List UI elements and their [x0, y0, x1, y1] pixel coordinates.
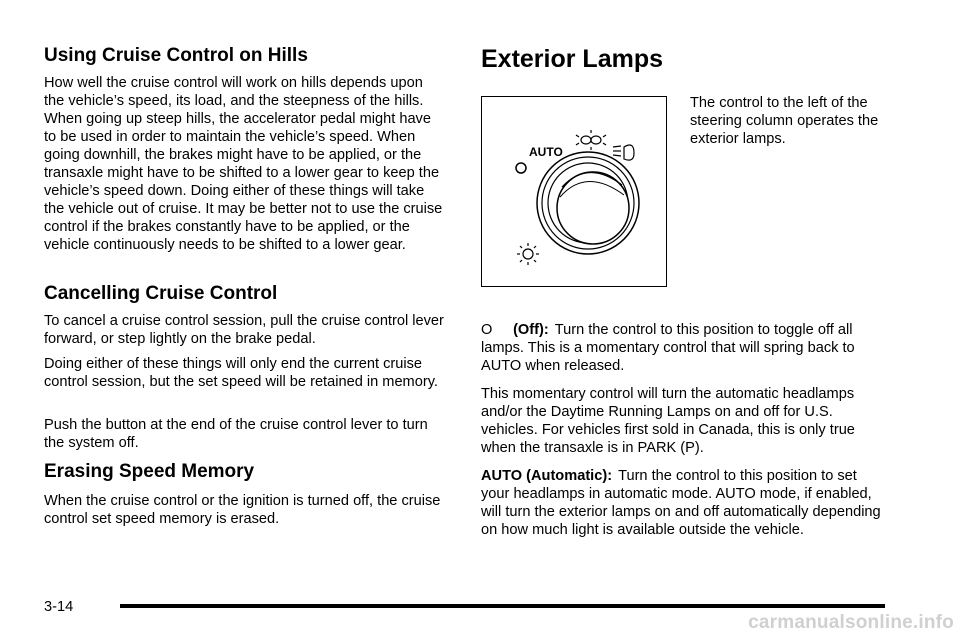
lamp-control-figure	[481, 96, 667, 287]
auto-position-label: AUTO	[529, 145, 563, 159]
paragraph-cancel-1: To cancel a cruise control session, pull the cruise control lever forward, or step lightly on the brake pedal.	[44, 313, 444, 347]
off-description: Turn the control to this position to toggle off all lamps. This is a momentary control that will spring back to AUTO when released.	[481, 322, 855, 374]
auto-description: Turn the control to this position to set your headlamps in automatic mode. AUTO mode, if enabled, will turn the exterior lamps on and off automatically depending on how much light is available outside the vehicle.	[481, 468, 881, 538]
heading-exterior-lamps: Exterior Lamps	[481, 45, 664, 73]
auto-label: AUTO (Automatic):	[481, 468, 613, 484]
watermark: carmanualsonline.info	[748, 612, 954, 633]
paragraph-off	[481, 321, 886, 375]
lamp-knob-illustration	[482, 97, 665, 285]
paragraph-momentary: This momentary control will turn the automatic headlamps and/or the Daytime Running Lamps on and off for U.S. vehicles. For vehicles first sold in Canada, this is only true when the transaxle is in PARK (P).	[481, 386, 855, 456]
heading-erasing-speed: Erasing Speed Memory	[44, 461, 255, 482]
off-position-icon	[516, 163, 526, 173]
page-number: 3-14	[44, 599, 74, 615]
paragraph-cancel-3: Push the button at the end of the cruise control lever to turn the system off.	[44, 417, 428, 451]
figure-caption: The control to the left of the steering column operates the exterior lamps.	[690, 95, 879, 147]
heading-cancelling-cruise: Cancelling Cruise Control	[44, 283, 278, 304]
off-label: (Off):	[513, 322, 549, 338]
paragraph-auto	[481, 467, 886, 539]
paragraph-cruise-hills: How well the cruise control will work on hills depends upon the vehicle’s speed, its load, and the steepness of the hills. When going up steep hills, the accelerator pedal might have to be used in order to maintain the vehicle’s speed. When going downhill, the brakes might have to be applied, or the transaxle might have to be shifted to a lower gear to keep the vehicle’s speed down. Doing either of these things will take the vehicle out of cruise. It may be better not to use the cruise control if the brakes constantly have to be applied, or the vehicle continuously needs to be shifted to a lower gear.	[44, 75, 443, 253]
parking-lamp-icon	[576, 130, 606, 150]
footer-rule	[120, 604, 885, 608]
dome-lamp-icon	[517, 243, 539, 265]
headlamp-icon	[613, 145, 634, 160]
off-symbol-icon: O	[481, 322, 493, 338]
paragraph-erasing-speed: When the cruise control or the ignition is turned off, the cruise control set speed memory is erased.	[44, 493, 441, 527]
paragraph-cancel-2: Doing either of these things will only end the current cruise control session, but the set speed will be retained in memory.	[44, 356, 438, 390]
heading-cruise-hills: Using Cruise Control on Hills	[44, 45, 308, 66]
